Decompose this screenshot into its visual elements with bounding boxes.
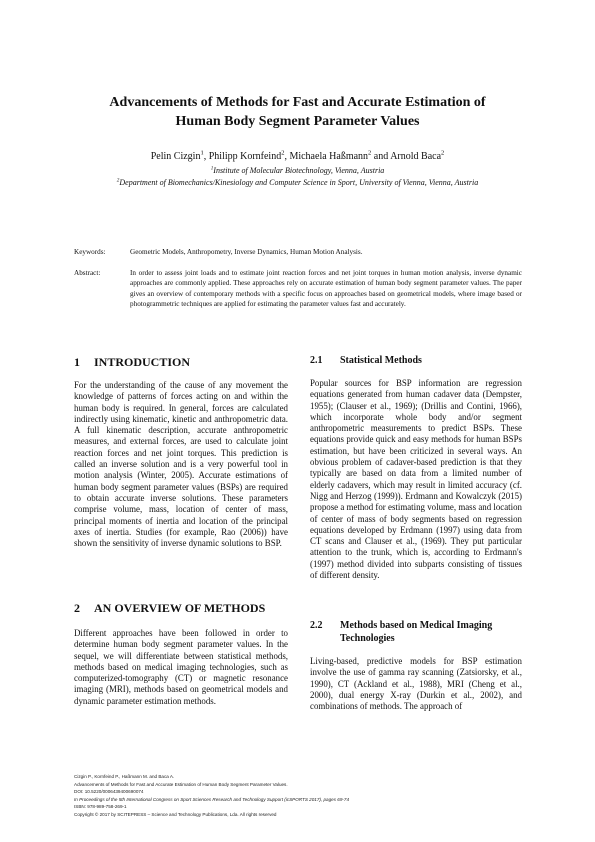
footer-authors: Cizgin P., Kornfeind P., Haßmann M. and Baca A.	[74, 774, 175, 779]
section-heading-introduction	[74, 355, 190, 369]
author-separator: and	[371, 151, 391, 162]
medical-imaging-paragraph: Living-based, predictive models for BSP estimation involve the use of gamma ray scanning (Zatsiorsky, et al., 1990), CT (Ackland et al., 1988), MRI (Cheng et al., 2000), dual energy X-ray (Durkin et al., 2002), and combinations of methods. The approach of	[310, 656, 522, 712]
keywords-text: Geometric Models, Anthropometry, Inverse Dynamics, Human Motion Analysis.	[130, 248, 363, 256]
author-affiliation-mark: 2	[281, 149, 285, 157]
subsection-number: 2.2	[310, 620, 323, 631]
subsection-heading-statistical	[310, 354, 422, 367]
footer-copyright: Copyright © 2017 by SCITEPRESS – Science and Technology Publications, Lda. All rights reserved	[74, 811, 277, 817]
author-name: Arnold Baca	[390, 151, 442, 162]
author-separator: ,	[203, 151, 209, 162]
author-name: Michaela Haßmann	[289, 151, 369, 162]
footer-isbn: ISBN: 978-989-758-269-1	[74, 804, 127, 810]
author-affiliation-mark: 2	[441, 149, 445, 157]
subsection-title-line-1: Methods based on Medical Imaging	[340, 620, 493, 631]
affiliation-mark: 1	[210, 165, 214, 172]
subsection-number: 2.1	[310, 355, 323, 366]
overview-paragraph: Different approaches have been followed in order to determine human body segment parameter values. In the sequel, we will differentiate between statistical methods, methods based on medical imaging technologies, such as computerized-tomography (CT) or magnetic resonance imaging (MRI), methods based on geometrical models and dynamic parameter estimation methods.	[74, 628, 288, 706]
section-title: AN OVERVIEW OF METHODS	[94, 601, 266, 615]
footer-doi: DOI: 10.5220/0006439400690074	[74, 789, 144, 795]
section-number: 1	[74, 355, 80, 369]
citation-footer	[74, 773, 534, 819]
keywords-label: Keywords:	[74, 248, 106, 256]
author-name: Philipp Kornfeind	[208, 151, 282, 162]
abstract-label: Abstract:	[74, 269, 101, 277]
title-line-2: Human Body Segment Parameter Values	[175, 114, 420, 129]
subsection-title-line-2: Technologies	[340, 633, 395, 644]
subsection-heading-medical-imaging	[310, 619, 492, 645]
affiliation-text: Institute of Molecular Biotechnology, Vienna, Austria	[213, 166, 385, 175]
author-name: Pelin Cizgin	[150, 151, 201, 162]
affiliation-text: Department of Biomechanics/Kinesiology and Computer Science in Sport, University of Vienna, Vienna, Austria	[119, 178, 479, 187]
subsection-title: Statistical Methods	[340, 355, 422, 366]
abstract-text: In order to assess joint loads and to estimate joint reaction forces and net joint torques in human motion analysis, inverse dynamic approaches are commonly applied. These approaches rely on accurate estimation of human body segment parameter values. The paper gives an overview of contemporary methods with a specific focus on approaches based on geometrical models, where image based or photogrammetric techniques are applied for estimating the parameter values fast and accurately.	[130, 269, 522, 309]
footer-proceedings: In Proceedings of the 5th International Congress on Sport Sciences Research and Technology Support (icSPORTS 2017), pages 69-74	[74, 796, 350, 802]
paper-title	[80, 93, 515, 131]
statistical-paragraph: Popular sources for BSP information are regression equations generated from human cadaver data (Dempster, 1955); (Clauser et al., 1969); (Drillis and Contini, 1966), which incorporate whole body and/or segment anthropometric measurements to predict BSPs. These equations provide quick and easy methods for human BSPs estimation, but have been criticized in several ways. An obvious problem of cadaver-based prediction is that they typically are based on data from a limited number of elderly cadavers, which may result in limited accuracy (cf. Nigg and Herzog (1999)). Erdmann and Kowalczyk (2015) propose a method for estimating volume, mass and location of center of mass of body segments based on regression equations developed by Erdmann (1997) using data from CT scans and Clauser et al., (1969). They put particular attention to the trunk, which is, according to Erdmann's (1997) method divided into subparts consisting of tissues of different density.	[310, 378, 522, 581]
author-affiliation-mark: 1	[200, 149, 204, 157]
author-separator: ,	[284, 151, 290, 162]
title-line-1: Advancements of Methods for Fast and Accurate Estimation of	[109, 95, 486, 110]
affiliation-2	[40, 178, 555, 188]
affiliation-mark: 2	[116, 177, 120, 184]
affiliation-1	[40, 166, 555, 176]
section-title: INTRODUCTION	[94, 355, 191, 369]
author-affiliation-mark: 2	[368, 149, 372, 157]
footer-title: Advancements of Methods for Fast and Accurate Estimation of Human Body Segment Parameter Values.	[74, 781, 288, 787]
author-list	[60, 151, 535, 163]
introduction-paragraph: For the understanding of the cause of any movement the knowledge of patterns of forces acting on and within the human body is required. In general, forces are calculated indirectly using kinematic, kinetic and anthropometric data. A full kinematic description, accurate anthropometric measures, and external forces, are used to calculate joint reaction forces and net joint torques. This prediction is called an inverse solution and is a very powerful tool in motion analysis (Winter, 2005). Accurate estimations of human body segment parameter values (BSPs) are required to obtain accurate inverse solutions. These parameters comprise volume, mass, location of center of mass, principal moments of inertia and location of the principal axes of inertia. Studies (for example, Rao (2006)) have shown the sensitivity of inverse dynamic solutions to BSP.	[74, 380, 288, 549]
section-heading-overview	[74, 601, 265, 615]
section-number: 2	[74, 601, 80, 615]
